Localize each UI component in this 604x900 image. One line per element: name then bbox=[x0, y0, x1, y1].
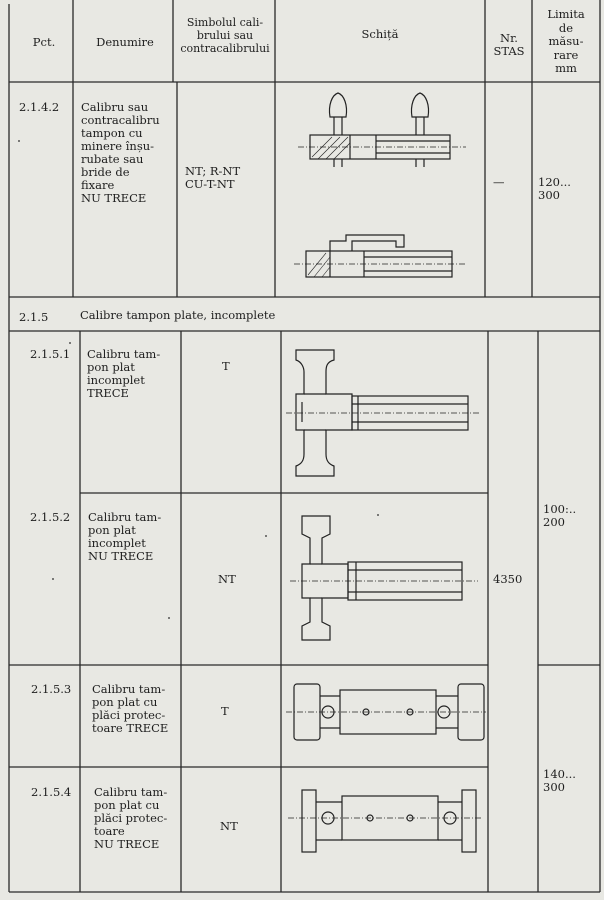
row-pct: 2.1.5.2 bbox=[30, 510, 71, 524]
row-name: Calibru tam- pon plat incomplet NU TRECE bbox=[88, 510, 162, 563]
row-symbol: T bbox=[221, 704, 229, 718]
sketch-flat-plug-go bbox=[282, 332, 488, 493]
row-symbol: T bbox=[222, 359, 230, 373]
row-stas: — bbox=[493, 175, 505, 189]
section-title: Calibre tampon plate, incomplete bbox=[80, 308, 276, 322]
row-stas: 4350 bbox=[493, 572, 523, 586]
header-simbol: Simbolul cali- brului sau contracalibrului bbox=[180, 16, 270, 55]
row-limit: 120... 300 bbox=[538, 175, 571, 202]
row-pct: 2.1.4.2 bbox=[19, 100, 60, 114]
scan-speck bbox=[168, 617, 170, 619]
header-denumire: Denumire bbox=[96, 35, 154, 49]
row-pct: 2.1.5.4 bbox=[31, 785, 72, 799]
sketch-flat-plug-no-go bbox=[282, 494, 488, 665]
sketch-flat-plug-plates-go bbox=[282, 666, 488, 767]
header-limita: Limita de măsu- rare mm bbox=[547, 7, 585, 75]
row-symbol: NT; R-NT CU-T-NT bbox=[185, 164, 241, 191]
row-symbol: NT bbox=[218, 572, 236, 586]
row-name: Calibru sau contracalibru tampon cu minere înșu- rubate sau bride de fixare NU TRECE bbox=[81, 100, 160, 205]
row-symbol: NT bbox=[220, 819, 238, 833]
scan-speck bbox=[52, 578, 54, 580]
row-limit: 100:.. 200 bbox=[543, 502, 577, 529]
header-schita: Schiță bbox=[361, 27, 399, 41]
scan-speck bbox=[265, 535, 267, 537]
row-pct: 2.1.5.1 bbox=[30, 347, 71, 361]
row-name: Calibru tam- pon plat cu plăci protec- toare TRECE bbox=[92, 682, 169, 735]
header-pct: Pct. bbox=[32, 35, 56, 49]
sketch-flat-plug-plates-no-go bbox=[282, 768, 488, 892]
header-stas: Nr. STAS bbox=[493, 31, 525, 58]
row-limit: 140... 300 bbox=[543, 767, 576, 794]
section-number: 2.1.5 bbox=[19, 310, 49, 324]
row-name: Calibru tam- pon plat cu plăci protec- toare NU TRECE bbox=[94, 785, 168, 851]
row-name: Calibru tam- pon plat incomplet TRECE bbox=[87, 347, 161, 400]
sketch-plug-gauge-handles bbox=[276, 83, 485, 297]
scan-speck bbox=[18, 140, 20, 142]
scan-speck bbox=[377, 514, 379, 516]
row-pct: 2.1.5.3 bbox=[31, 682, 72, 696]
scan-speck bbox=[69, 342, 71, 344]
